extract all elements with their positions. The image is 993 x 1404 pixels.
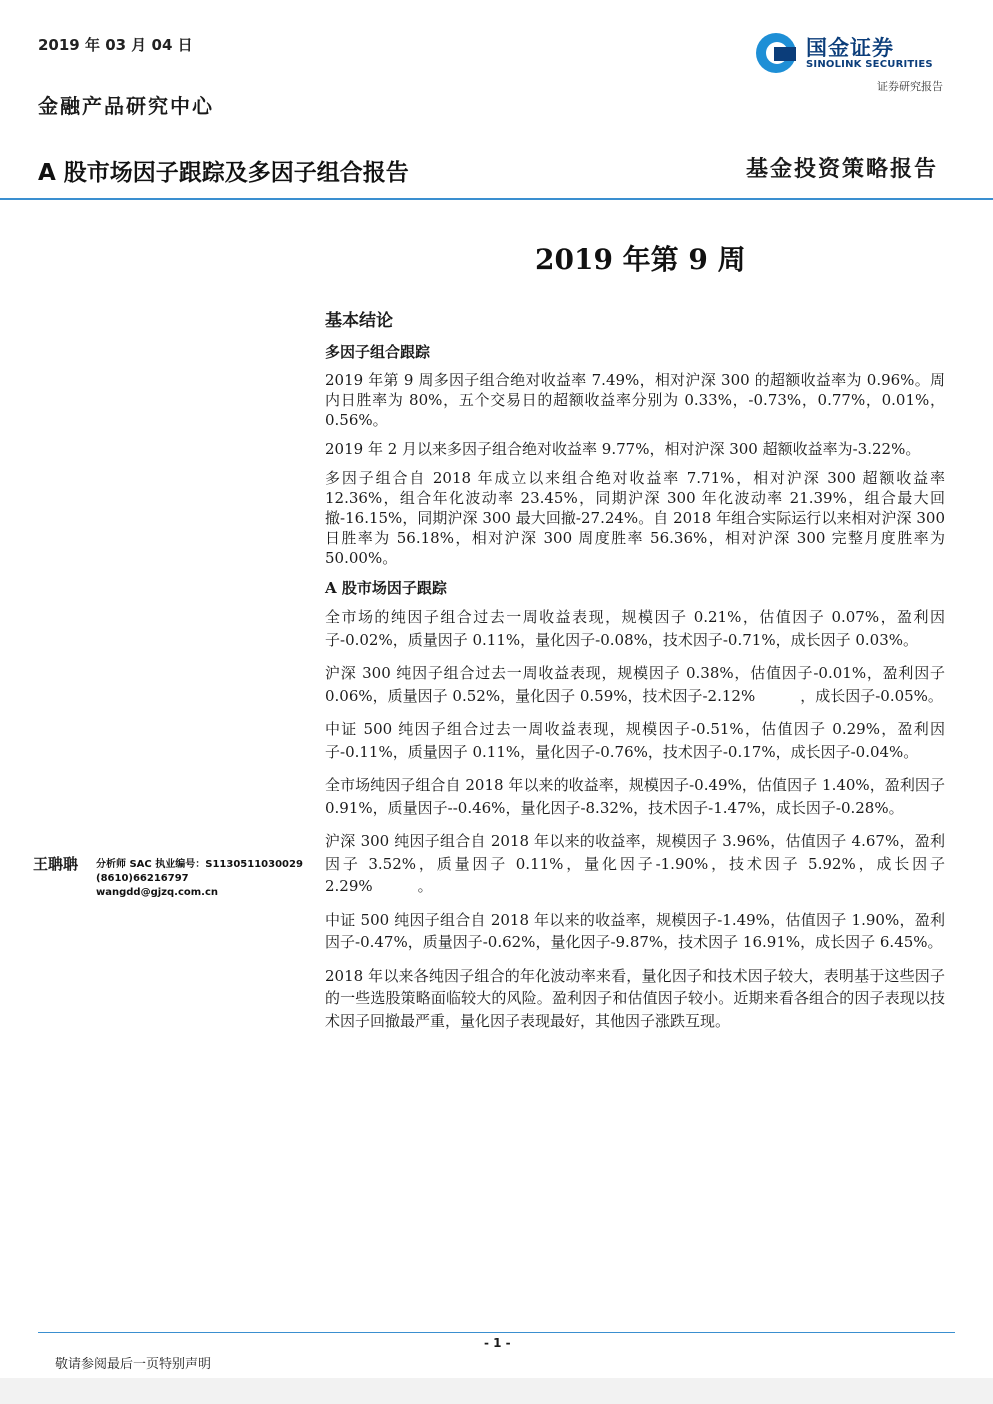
logo-mark-icon (756, 33, 796, 73)
analyst-email[interactable]: wangdd@gjzq.com.cn (96, 887, 219, 898)
page-bottom-band (0, 1378, 993, 1404)
paragraph: 中证 500 纯因子组合自 2018 年以来的收益率，规模因子-1.49%，估值因子 1.90%，盈利因子-0.47%，质量因子-0.62%，量化因子-9.87%，技术因子 16.91%，成长因子 6.45%。 (325, 910, 945, 951)
analyst-name: 王聃聃 (33, 855, 79, 873)
factor-heading: A 股市场因子跟踪 (325, 579, 447, 597)
paragraph: 2019 年第 9 周多因子组合绝对收益率 7.49%，相对沪深 300 的超额收益率为 0.96%。周内日胜率为 80%，五个交易日的超额收益率分别为 0.33%，-0.73%，0.77%，0.01%，0.56%。 (325, 371, 945, 429)
paragraph: 全市场纯因子组合自 2018 年以来的收益率，规模因子-0.49%，估值因子 1.40%，盈利因子 0.91%，质量因子--0.46%，量化因子-8.32%，技术因子-1.47%，成长因子-0.28%。 (325, 776, 945, 817)
analyst-contact (96, 858, 303, 900)
page-number: - 1 - (484, 1336, 511, 1350)
paragraph: 沪深 300 纯因子组合过去一周收益表现，规模因子 0.38%，估值因子-0.01%，盈利因子 0.06%，质量因子 0.52%，量化因子 0.59%，技术因子-2.12% ，成长因子-0.05%。 (325, 664, 945, 705)
paragraph: 2019 年 2 月以来多因子组合绝对收益率 9.77%，相对沪深 300 超额收益率为-3.22%。 (325, 440, 921, 458)
report-date: 2019 年 03 月 04 日 (38, 36, 193, 54)
analyst-sac-number: 分析师 SAC 执业编号：S1130511030029 (96, 859, 303, 870)
paragraph: 2018 年以来各纯因子组合的年化波动率来看，量化因子和技术因子较大，表明基于这些因子的一些选股策略面临较大的风险。盈利因子和估值因子较小。近期来看各组合的因子表现以技术因子回撤最严重，量化因子表现最好，其他因子涨跌互现。 (325, 966, 945, 1030)
research-center-name: 金融产品研究中心 (38, 94, 214, 118)
paragraph: 多因子组合自 2018 年成立以来组合绝对收益率 7.71%，相对沪深 300 超额收益率 12.36%，组合年化波动率 23.45%，同期沪深 300 年化波动率 21.39%，组合最大回撤-16.15%，同期沪深 300 最大回撤-27.24%。自 2018 年组合实际运行以来相对沪深 300 日胜率为 56.18%，相对沪深 300 周度胜率 56.36%，相对沪深 300 完整月度胜率为 50.00%。 (325, 469, 945, 567)
company-logo (756, 32, 946, 76)
multifactor-heading: 多因子组合跟踪 (325, 343, 431, 361)
main-heading: 基本结论 (325, 311, 393, 331)
header-divider (0, 198, 993, 200)
week-title: 2019 年第 9 周 (535, 243, 746, 276)
paragraph: 全市场的纯因子组合过去一周收益表现，规模因子 0.21%，估值因子 0.07%，盈利因子-0.02%，质量因子 0.11%，量化因子-0.08%，技术因子-0.71%，成长因子 0.03%。 (325, 608, 945, 649)
footer-disclaimer: 敬请参阅最后一页特别声明 (55, 1357, 212, 1372)
report-body (325, 306, 945, 1043)
paragraph: 中证 500 纯因子组合过去一周收益表现，规模因子-0.51%，估值因子 0.29%，盈利因子-0.11%，质量因子 0.11%，量化因子-0.76%，技术因子-0.17%，成长因子-0.04%。 (325, 720, 945, 761)
report-type: 基金投资策略报告 (745, 156, 938, 182)
report-title: A 股市场因子跟踪及多因子组合报告 (38, 160, 409, 186)
footer-divider (38, 1332, 955, 1333)
analyst-phone: (8610)66216797 (96, 873, 189, 884)
logo-english-name: SINOLINK SECURITIES (806, 59, 933, 70)
paragraph: 沪深 300 纯因子组合自 2018 年以来的收益率，规模因子 3.96%，估值因子 4.67%，盈利因子 3.52%，质量因子 0.11%，量化因子-1.90%，技术因子 5.92%，成长因子 2.29% 。 (325, 832, 945, 895)
report-category-label: 证券研究报告 (877, 80, 943, 93)
logo-chinese-name: 国金证券 (806, 36, 894, 60)
